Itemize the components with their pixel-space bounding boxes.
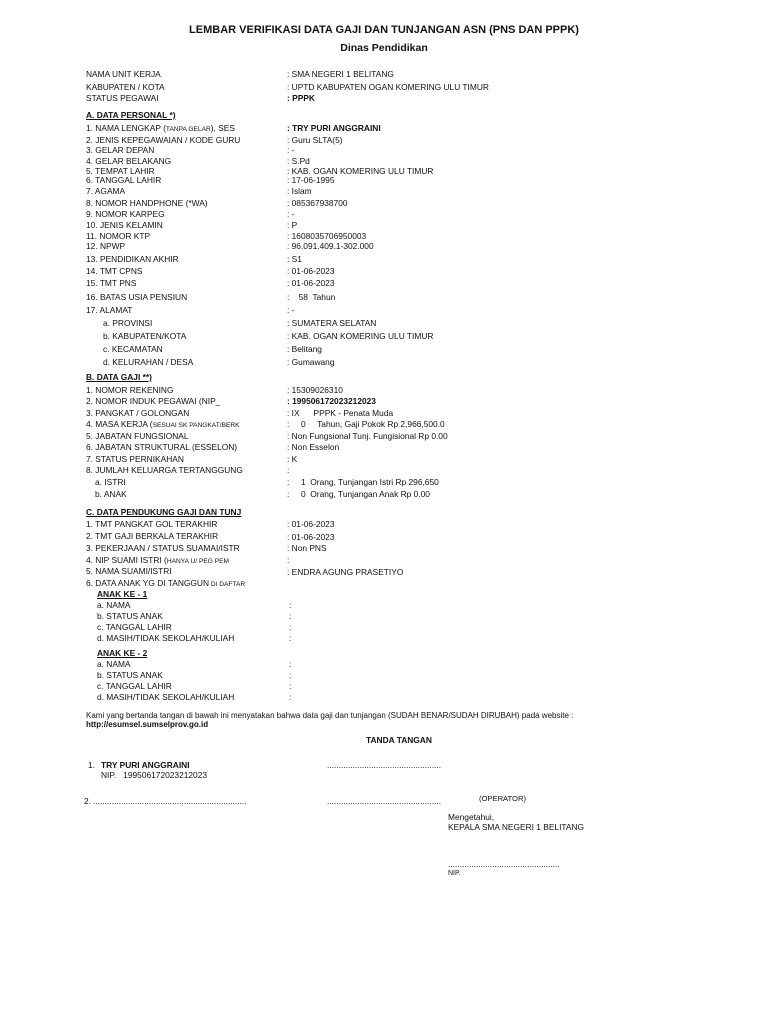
a-row-4-value: : S.Pd <box>287 156 310 166</box>
a-row-14-label: 14. TMT CPNS <box>86 266 143 276</box>
anak-1-colon-c: : <box>289 622 292 632</box>
a-row-7-value: : Islam <box>287 186 312 196</box>
b-row-8-label: 8. JUMLAH KELUARGA TERTANGGUNG <box>86 465 243 475</box>
signer-1-name: TRY PURI ANGGRAINI <box>101 760 190 770</box>
b-row-2-label: 2. NOMOR INDUK PEGAWAI (NIP_ <box>86 396 221 406</box>
a-row-12-value: : 96.091.409.1-302.000 <box>287 241 374 251</box>
b-row-1-value: : 15309026310 <box>287 385 343 395</box>
a-row-6-value: : 17-06-1995 <box>287 175 335 185</box>
c-row-2-value: : 01-06-2023 <box>287 532 335 542</box>
signer-1-number: 1. <box>88 760 95 770</box>
a-row-11-label: 11. NOMOR KTP <box>86 231 151 241</box>
anak-2-colon-b: : <box>289 670 292 680</box>
section-b-heading: B. DATA GAJI **) <box>86 372 152 382</box>
info-value-unit: : SMA NEGERI 1 BELITANG <box>287 69 394 79</box>
a-row-3-label: 3. GELAR DEPAN <box>86 145 155 155</box>
anak-1-field-d: d. MASIH/TIDAK SEKOLAH/KULIAH <box>97 633 235 643</box>
page-subtitle: Dinas Pendidikan <box>340 42 428 54</box>
a-row-15-value: : 01-06-2023 <box>287 278 335 288</box>
a-row-17d-label: d. KELURAHAN / DESA <box>103 357 194 367</box>
info-label-kabupaten: KABUPATEN / KOTA <box>86 82 165 92</box>
c-row-3-label: 3. PEKERJAAN / STATUS SUAMAI/ISTR <box>86 543 240 553</box>
a-row-1-value: : TRY PURI ANGGRAINI <box>287 123 381 133</box>
b-row-5-value: : Non Fungsional Tunj. Fungisional Rp 0.00 <box>287 431 448 441</box>
a-row-6-label: 6. TANGGAL LAHIR <box>86 175 162 185</box>
a-row-3-value: : - <box>287 145 295 155</box>
anak-1-field-c: c. TANGGAL LAHIR <box>97 622 172 632</box>
anak-1-colon-b: : <box>289 611 292 621</box>
a-row-7-label: 7. AGAMA <box>86 186 126 196</box>
c-row-6-label: 6. DATA ANAK YG DI TANGGUN DI DAFTAR <box>86 578 246 588</box>
a-row-8-value: : 085367938700 <box>287 198 348 208</box>
anak-2-field-d: d. MASIH/TIDAK SEKOLAH/KULIAH <box>97 692 235 702</box>
a-row-11-value: : 1608035706950003 <box>287 231 367 241</box>
b-row-2-value: : 199506172023212023 <box>287 396 376 406</box>
a-row-14-value: : 01-06-2023 <box>287 266 335 276</box>
b-row-1-label: 1. NOMOR REKENING <box>86 385 174 395</box>
a-row-15-label: 15. TMT PNS <box>86 278 137 288</box>
a-row-8-label: 8. NOMOR HANDPHONE (*WA) <box>86 198 208 208</box>
a-row-9-label: 9. NOMOR KARPEG <box>86 209 165 219</box>
kepala-signature-line: ................................................ <box>448 859 560 869</box>
anak-1-colon-d: : <box>289 633 292 643</box>
statement-website: http://esumsel.sumselprov.go.id <box>86 720 209 729</box>
signature-heading: TANDA TANGAN <box>366 735 432 745</box>
a-row-17c-label: c. KECAMATAN <box>103 344 163 354</box>
anak-1-colon-a: : <box>289 600 292 610</box>
a-row-13-label: 13. PENDIDIKAN AKHIR <box>86 254 179 264</box>
a-row-17-label: 17. ALAMAT <box>86 305 133 315</box>
c-row-1-label: 1. TMT PANGKAT GOL TERAKHIR <box>86 519 218 529</box>
info-label-unit: NAMA UNIT KERJA <box>86 69 161 79</box>
a-row-17c-value: : Belitang <box>287 344 322 354</box>
anak-2-field-a: a. NAMA <box>97 659 131 669</box>
a-row-10-value: : P <box>287 220 298 230</box>
c-row-1-value: : 01-06-2023 <box>287 519 335 529</box>
signer-2-number: 2. <box>84 796 91 806</box>
anak-1-field-a: a. NAMA <box>97 600 131 610</box>
info-label-status: STATUS PEGAWAI <box>86 93 159 103</box>
anak-2-field-b: b. STATUS ANAK <box>97 670 163 680</box>
section-a-heading: A. DATA PERSONAL *) <box>86 110 176 120</box>
section-c-heading: C. DATA PENDUKUNG GAJI DAN TUNJ <box>86 507 242 517</box>
a-row-2-label: 2. JENIS KEPEGAWAIAN / KODE GURU <box>86 135 241 145</box>
statement-text: Kami yang bertanda tangan di bawah ini menyatakan bahwa data gaji dan tunjangan (SUDAH BENAR/SUDAH DIRUBAH) pada website : <box>86 711 574 720</box>
info-value-kabupaten: : UPTD KABUPATEN OGAN KOMERING ULU TIMUR <box>287 82 489 92</box>
b-row-8-value: : <box>287 465 290 475</box>
anak-2-heading: ANAK KE - 2 <box>97 648 148 658</box>
a-row-2-value: : Guru SLTA(5) <box>287 135 343 145</box>
a-row-9-value: : - <box>287 209 295 219</box>
b-row-4-value: : 0 Tahun, Gaji Pokok Rp 2,966,500.0 <box>287 419 445 429</box>
b-row-8a-label: a. ISTRI <box>95 477 126 487</box>
page-title: LEMBAR VERIFIKASI DATA GAJI DAN TUNJANGAN ASN (PNS DAN PPPK) <box>189 24 579 36</box>
b-row-5-label: 5. JABATAN FUNGSIONAL <box>86 431 189 441</box>
c-row-5-value: : ENDRA AGUNG PRASETIYO <box>287 567 404 577</box>
mengetahui-label: Mengetahui, <box>448 812 495 822</box>
b-row-6-value: : Non Esselon <box>287 442 340 452</box>
a-row-10-label: 10. JENIS KELAMIN <box>86 220 163 230</box>
kepala-nip-label: NIP. <box>448 870 461 877</box>
a-row-17a-label: a. PROVINSI <box>103 318 153 328</box>
signer-2-name-line: .................................................................. <box>93 796 247 806</box>
b-row-7-label: 7. STATUS PERNIKAHAN <box>86 454 184 464</box>
c-row-4-label: 4. NIP SUAMI ISTRI (HANYA U/ PEG PEM <box>86 555 229 565</box>
b-row-7-value: : K <box>287 454 298 464</box>
a-row-16-value: : 58 Tahun <box>287 292 336 302</box>
c-row-4-value: : <box>287 555 290 565</box>
b-row-8b-value: : 0 Orang, Tunjangan Anak Rp 0.00 <box>287 489 430 499</box>
anak-2-colon-c: : <box>289 681 292 691</box>
b-row-6-label: 6. JABATAN STRUKTURAL (ESSELON) <box>86 442 238 452</box>
a-row-17b-label: b. KABUPATEN/KOTA <box>103 331 187 341</box>
c-row-3-value: : Non PNS <box>287 543 327 553</box>
anak-2-field-c: c. TANGGAL LAHIR <box>97 681 172 691</box>
a-row-16-label: 16. BATAS USIA PENSIUN <box>86 292 188 302</box>
a-row-13-value: : S1 <box>287 254 302 264</box>
kepala-title: KEPALA SMA NEGERI 1 BELITANG <box>448 822 585 832</box>
anak-2-colon-a: : <box>289 659 292 669</box>
a-row-12-label: 12. NPWP <box>86 241 126 251</box>
b-row-4-label: 4. MASA KERJA (SESUAI SK PANGKAT/BERK <box>86 419 240 429</box>
a-row-17b-value: : KAB. OGAN KOMERING ULU TIMUR <box>287 331 434 341</box>
signer-1-nip: NIP. 199506172023212023 <box>101 770 208 780</box>
operator-label: (OPERATOR) <box>479 794 526 803</box>
signer-1-signature-line: ................................................. <box>327 760 442 770</box>
signer-2-signature-line: ................................................. <box>327 796 442 806</box>
b-row-8b-label: b. ANAK <box>95 489 127 499</box>
info-value-status: : PPPK <box>287 93 315 103</box>
c-row-2-label: 2. TMT GAJI BERKALA TERAKHIR <box>86 531 219 541</box>
c-row-5-label: 5. NAMA SUAMI/ISTRI <box>86 566 172 576</box>
anak-1-field-b: b. STATUS ANAK <box>97 611 163 621</box>
b-row-3-label: 3. PANGKAT / GOLONGAN <box>86 408 190 418</box>
b-row-8a-value: : 1 Orang, Tunjangan Istri Rp 296,650 <box>287 477 439 487</box>
a-row-5-label: 5. TEMPAT LAHIR <box>86 166 155 176</box>
a-row-4-label: 4. GELAR BELAKANG <box>86 156 172 166</box>
a-row-5-value: : KAB. OGAN KOMERING ULU TIMUR <box>287 166 434 176</box>
anak-2-colon-d: : <box>289 692 292 702</box>
b-row-3-value: : IX PPPK - Penata Muda <box>287 408 394 418</box>
a-row-17d-value: : Gumawang <box>287 357 335 367</box>
a-row-17a-value: : SUMATERA SELATAN <box>287 318 377 328</box>
anak-1-heading: ANAK KE - 1 <box>97 589 148 599</box>
a-row-1-label: 1. NAMA LENGKAP (TANPA GELAR), SES <box>86 123 235 133</box>
a-row-17-value: : - <box>287 305 295 315</box>
